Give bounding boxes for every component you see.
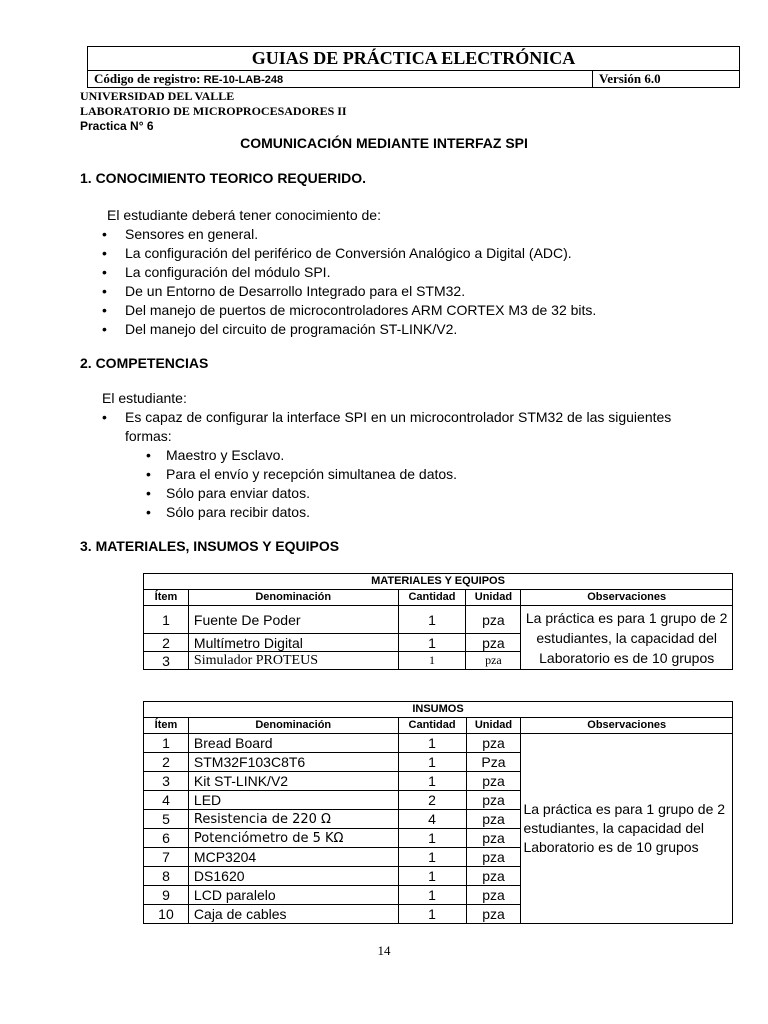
bullet-dot: •: [146, 466, 151, 482]
table-row: [144, 606, 733, 634]
cell-unit: pza: [466, 886, 521, 905]
cell-item: 1: [144, 734, 189, 753]
cell-unit: pza: [466, 867, 521, 886]
section-2-intro: El estudiante:: [102, 390, 187, 406]
cell-item: 3: [144, 652, 189, 670]
cell-unit: pza: [466, 606, 521, 634]
bullet-text: Es capaz de configurar la interface SPI en un microcontrolador STM32 de las siguientes: [125, 409, 672, 425]
cell-unit: pza: [466, 791, 521, 810]
cell-quantity: 1: [398, 652, 466, 670]
col-header-denomination: Denominación: [188, 718, 398, 734]
section-2-bullet-continuation: formas:: [125, 428, 172, 444]
document-title: COMUNICACIÓN MEDIANTE INTERFAZ SPI: [240, 135, 528, 151]
cell-denomination: DS1620: [188, 867, 398, 886]
cell-item: 1: [144, 606, 189, 634]
cell-item: 5: [144, 810, 189, 829]
materials-observation: La práctica es para 1 grupo de 2 estudiantes, la capacidad del Laboratorio es de 10 grupos: [521, 606, 733, 670]
registration-code-label: Código de registro:: [94, 71, 201, 86]
cell-quantity: 1: [398, 753, 466, 772]
cell-quantity: 2: [398, 791, 466, 810]
cell-item: 10: [144, 905, 189, 924]
section-2-heading: 2. COMPETENCIAS: [80, 355, 209, 371]
cell-quantity: 1: [398, 734, 466, 753]
cell-item: 9: [144, 886, 189, 905]
cell-quantity: 1: [398, 867, 466, 886]
cell-quantity: 1: [398, 886, 466, 905]
cell-denomination: STM32F103C8T6: [188, 753, 398, 772]
cell-quantity: 1: [398, 772, 466, 791]
cell-item: 2: [144, 753, 189, 772]
cell-item: 3: [144, 772, 189, 791]
cell-unit: pza: [466, 634, 521, 652]
bullet-text: Para el envío y recepción simultanea de datos.: [166, 466, 458, 482]
bullet-text: Maestro y Esclavo.: [166, 447, 285, 463]
cell-item: 6: [144, 829, 189, 848]
cell-quantity: 1: [398, 606, 466, 634]
version-label: Versión 6.0: [599, 71, 661, 86]
bullet-dot: •: [102, 226, 107, 242]
cell-quantity: 4: [398, 810, 466, 829]
cell-denomination: Potenciómetro de 5 KΩ: [188, 829, 398, 848]
bullet-text: Sensores en general.: [125, 226, 259, 242]
cell-item: 7: [144, 848, 189, 867]
cell-unit: pza: [466, 810, 521, 829]
cell-unit: pza: [466, 848, 521, 867]
bullet-text: Sólo para recibir datos.: [166, 504, 310, 520]
university-name: UNIVERSIDAD DEL VALLE: [80, 89, 235, 103]
table-row: [144, 734, 733, 753]
cell-denomination: LED: [188, 791, 398, 810]
cell-quantity: 1: [398, 905, 466, 924]
cell-quantity: 1: [398, 829, 466, 848]
bullet-dot: •: [102, 409, 107, 425]
bullet-dot: •: [146, 504, 151, 520]
cell-denomination: Multímetro Digital: [188, 634, 398, 652]
col-header-item: Ítem: [144, 718, 189, 734]
cell-denomination: Simulador PROTEUS: [188, 652, 398, 670]
cell-denomination: Caja de cables: [188, 905, 398, 924]
cell-unit: pza: [466, 772, 521, 791]
col-header-quantity: Cantidad: [398, 590, 466, 606]
cell-item: 2: [144, 634, 189, 652]
header-title: GUIAS DE PRÁCTICA ELECTRÓNICA: [88, 47, 739, 71]
col-header-observations: Observaciones: [521, 590, 733, 606]
cell-denomination: Fuente De Poder: [188, 606, 398, 634]
cell-unit: Pza: [466, 753, 521, 772]
supplies-observation: La práctica es para 1 grupo de 2 estudiantes, la capacidad del Laboratorio es de 10 grupos: [521, 734, 733, 924]
cell-denomination: Bread Board: [188, 734, 398, 753]
col-header-quantity: Cantidad: [398, 718, 466, 734]
bullet-text: La configuración del periférico de Conversión Analógico a Digital (ADC).: [125, 245, 572, 261]
cell-quantity: 1: [398, 848, 466, 867]
cell-item: 4: [144, 791, 189, 810]
cell-unit: pza: [466, 652, 521, 670]
col-header-unit: Unidad: [466, 590, 521, 606]
col-header-denomination: Denominación: [188, 590, 398, 606]
cell-denomination: Kit ST-LINK/V2: [188, 772, 398, 791]
cell-item: 8: [144, 867, 189, 886]
bullet-text: Sólo para enviar datos.: [166, 485, 310, 501]
page-number: 14: [377, 943, 391, 958]
bullet-dot: •: [146, 485, 151, 501]
practice-number: Practica N° 6: [80, 119, 154, 133]
cell-unit: pza: [466, 734, 521, 753]
supplies-table: [143, 701, 733, 924]
section-1-intro: El estudiante deberá tener conocimiento de:: [107, 207, 381, 223]
bullet-dot: •: [102, 321, 107, 337]
bullet-dot: •: [102, 264, 107, 280]
section-1-heading: 1. CONOCIMIENTO TEORICO REQUERIDO.: [80, 170, 366, 186]
col-header-unit: Unidad: [466, 718, 521, 734]
col-header-item: Ítem: [144, 590, 189, 606]
col-header-observations: Observaciones: [521, 718, 733, 734]
bullet-dot: •: [102, 283, 107, 299]
bullet-dot: •: [102, 302, 107, 318]
section-3-heading: 3. MATERIALES, INSUMOS Y EQUIPOS: [80, 538, 340, 554]
cell-unit: pza: [466, 905, 521, 924]
bullet-text: Del manejo de puertos de microcontroladores ARM CORTEX M3 de 32 bits.: [125, 302, 597, 318]
cell-denomination: MCP3204: [188, 848, 398, 867]
bullet-dot: •: [146, 447, 151, 463]
lab-name: LABORATORIO DE MICROPROCESADORES II: [80, 104, 347, 118]
bullet-text: La configuración del módulo SPI.: [125, 264, 331, 280]
document-header: [87, 46, 740, 88]
supplies-table-title: INSUMOS: [144, 702, 733, 718]
bullet-text: De un Entorno de Desarrollo Integrado para el STM32.: [125, 283, 466, 299]
cell-quantity: 1: [398, 634, 466, 652]
bullet-text: Del manejo del circuito de programación ST-LINK/V2.: [125, 321, 458, 337]
materials-table-title: MATERIALES Y EQUIPOS: [144, 574, 733, 590]
cell-denomination: LCD paralelo: [188, 886, 398, 905]
materials-table: [143, 573, 733, 670]
bullet-dot: •: [102, 245, 107, 261]
cell-unit: pza: [466, 829, 521, 848]
registration-code: [88, 70, 593, 88]
cell-denomination: Resistencia de 220 Ω: [188, 810, 398, 829]
registration-code-value: RE-10-LAB-248: [203, 74, 284, 86]
